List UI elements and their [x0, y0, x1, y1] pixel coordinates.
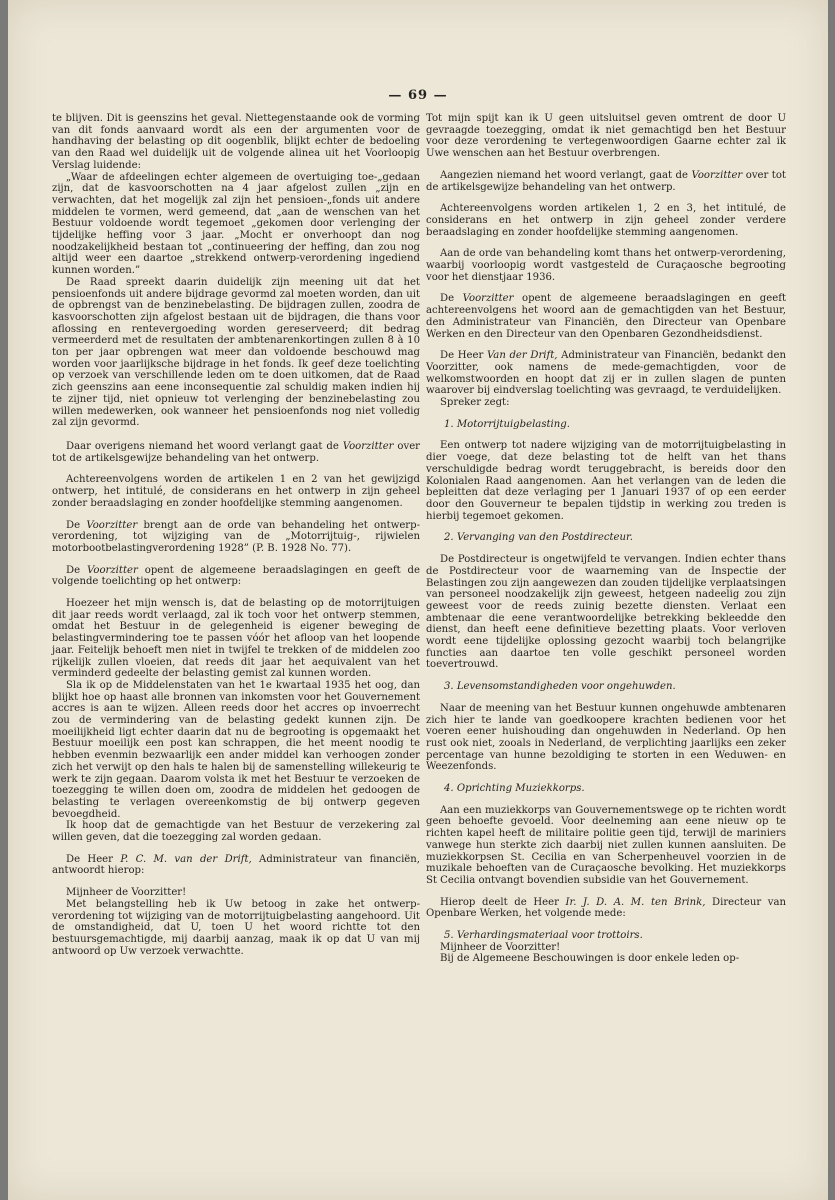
right-section-heading: 3. Levensomstandigheden voor ongehuwden.	[444, 681, 676, 693]
left-paragraph: De Raad spreekt daarin duidelijk zijn meening uit dat het pensioenfonds uit andere bijdrage gevormd zal moeten worden, dan uit de opbrengst van de benzinebelasting. De bijdragen zullen, zoodra de kasvoorschotten zijn afgelost bestaan uit de bijdragen, die thans voor aflossing en rentevergoeding worden gereserveerd; dit bedrag vermeerderd met de resultaten der ambtenarenkortingen zullen 8 à 10 ton per jaar opbrengen wat meer dan voldoende beschouwd mag worden voor jaarlijksche bijdrage in het fonds. Ik geef deze toelichting op verzoek van verschillende leden om te doen uitkomen, dat de Raad zich geenszins aan eene inconsequentie zal schuldig maken indien hij te zijner tijd, niet opnieuw tot verlenging der benzinebelasting zou willen medewerken, ook wanneer het pensioenfonds nog niet volledig zal zijn gevormd.	[52, 276, 420, 429]
right-column	[426, 113, 786, 965]
right-paragraph: Bij de Algemeene Beschouwingen is door enkele leden op-	[440, 953, 740, 965]
left-paragraph: „Waar de afdeelingen echter algemeen de overtuiging toe-„gedaan zijn, dat de kasvoorschotten na 4 jaar afgelost zullen „zijn en verwachten, dat het mogelijk zal zijn het pensioen-„fonds uit andere middelen te vormen, werd gemeend, dat „aan de wenschen van het Bestuur voldoende wordt tegemoet „gekomen door verlenging der tijdelijke heffing voor 3 jaar. „Mocht er onverhoopt dan nog noodzakelijkheid bestaan tot „continueering der heffing, dan zou nog altijd weer een daartoe „strekkend ontwerp-verordening ingediend kunnen worden.”	[52, 171, 420, 277]
right-section-heading: 2. Vervanging van den Postdirecteur.	[444, 532, 633, 544]
left-column	[52, 113, 420, 957]
right-paragraph: Aan de orde van behandeling komt thans het ontwerp-verordening, waarbij voorloopig wordt vastgesteld de Curaçaosche begrooting voor het dienstjaar 1936.	[426, 248, 786, 283]
left-paragraph: Daar overigens niemand het woord verlangt gaat de Voorzitter over tot de artikelsgewijze behandeling van het ontwerp.	[52, 440, 420, 464]
left-paragraph: te blijven. Dit is geenszins het geval. Niettegenstaande ook de vorming van dit fonds aanvaard wordt als een der argumenten voor de handhaving der belasting op dit oogenblik, blijkt echter de bedoeling van den Raad wel duidelijk uit de volgende alinea uit het Voorloopig Verslag luidende:	[52, 113, 420, 171]
right-paragraph: Naar de meening van het Bestuur kunnen ongehuwde ambtenaren zich hier te lande van goedkoopere krachten bedienen voor het voeren eener huishouding dan ongehuwden in Nederland. Op hen rust ook niet, zooals in Nederland, de verplichting jaarlijks een zeker percentage van hunne bezoldiging te storten in een Weduwen- en Weezenfonds.	[426, 702, 786, 773]
right-paragraph: Aan een muziekkorps van Gouvernementswege op te richten wordt geen behoefte gevoeld. Voor deelneming aan eene nieuw op te richten kapel heeft de militaire politie geen tijd, terwijl de mariniers vanwege hun sterkte zich daarbij niet zullen kunnen aansluiten. De muziekkorpsen St. Cecilia en van Scherpenheuvel voorzien in de muzikale behoeften van de Curaçaosche bevolking. Het muziekkorps St Cecilia ontvangt bovendien subsidie van het Gouvernement.	[426, 804, 786, 886]
right-paragraph: Spreker zegt:	[440, 397, 510, 409]
left-paragraph: Mijnheer de Voorzitter!	[66, 887, 187, 899]
left-paragraph: De Voorzitter opent de algemeene beraadslagingen en geeft de volgende toelichting op het ontwerp:	[52, 564, 420, 588]
right-section-heading: 5. Verhardingsmateriaal voor trottoirs.	[444, 930, 643, 942]
left-paragraph: Achtereenvolgens worden de artikelen 1 en 2 van het gewijzigd ontwerp, het intitulé, de considerans en het ontwerp in zijn geheel zonder beraadslaging en zonder hoofdelijke stemming aangenomen.	[52, 474, 420, 509]
right-section-heading: 1. Motorrijtuigbelasting.	[444, 418, 570, 430]
page-number: — 69 —	[388, 88, 448, 103]
right-section-heading: 4. Oprichting Muziekkorps.	[444, 783, 585, 795]
right-paragraph: De Postdirecteur is ongetwijfeld te vervangen. Indien echter thans de Postdirecteur voor de waarneming van de Inspectie der Belastingen zou zijn aangewezen dan zouden tijdelijke verplaatsingen van personeel noodzakelijk zijn geweest, hetgeen nadeelig zou zijn geweest voor de reeds zuinig bezette diensten. Verlaat een ambtenaar die eene verantwoordelijke betrekking bekleedde den dienst, dan heeft eene definitieve bezetting plaats. Voor verloven wordt eene tijdelijke oplossing gezocht waarbij toch belangrijke functies aan daartoe ten volle geschikt personeel worden toevertrouwd.	[426, 554, 786, 671]
left-paragraph: De Heer P. C. M. van der Drift, Administrateur van financiën, antwoordt hierop:	[52, 853, 420, 877]
right-paragraph: Aangezien niemand het woord verlangt, gaat de Voorzitter over tot de artikelsgewijze behandeling van het ontwerp.	[426, 169, 786, 193]
right-paragraph: Achtereenvolgens worden artikelen 1, 2 en 3, het intitulé, de considerans en het ontwerp in zijn geheel zonder verdere beraadslaging en zonder hoofdelijke stemming aangenomen.	[426, 203, 786, 238]
right-paragraph: De Voorzitter opent de algemeene beraadslagingen en geeft achtereenvolgens het woord aan de gemachtigden van het Bestuur, den Administrateur van Financiën, den Directeur van Openbare Werken en den Directeur van den Openbaren Gezondheidsdienst.	[426, 293, 786, 340]
right-paragraph: Tot mijn spijt kan ik U geen uitsluitsel geven omtrent de door U gevraagde toezegging, omdat ik niet gemachtigd ben het Bestuur voor deze verordening te vertegenwoordigen Gaarne echter zal ik Uwe wenschen aan het Bestuur overbrengen.	[426, 113, 786, 160]
left-paragraph: Ik hoop dat de gemachtigde van het Bestuur de verzekering zal willen geven, dat die toezegging zal worden gedaan.	[52, 820, 420, 844]
right-paragraph: Hierop deelt de Heer Ir. J. D. A. M. ten Brink, Directeur van Openbare Werken, het volgende mede:	[426, 896, 786, 920]
right-paragraph: Een ontwerp tot nadere wijziging van de motorrijtuigbelasting in dier voege, dat deze belasting tot de helft van het thans verschuldigde bedrag wordt teruggebracht, is bereids door den Kolonialen Raad aangenomen. Aan het verlangen van de leden die bepleitten dat deze verlaging per 1 Januari 1937 of op een eerder door den Gouverneur te bepalen tijdstip in werking zou treden is hierbij tegemoet gekomen.	[426, 440, 786, 522]
left-paragraph: Met belangstelling heb ik Uw betoog in zake het ontwerp-verordening tot wijziging van de motorrijtuigbelasting aangehoord. Uit de omstandigheid, dat U, toen U het woord richtte tot den bestuursgemachtigde, mij daarbij aanzag, maak ik op dat U van mij antwoord op Uw verzoek verwachtte.	[52, 898, 420, 957]
left-paragraph: Sla ik op de Middelenstaten van het 1e kwartaal 1935 het oog, dan blijkt hoe op haast alle bronnen van inkomsten voor het Gouvernement accres is aan te wijzen. Alleen reeds door het accres op invoerrecht zou de vermindering van de belasting gedekt kunnen zijn. De moeilijkheid ligt echter daarin dat nu de begrooting is opgemaakt het Bestuur moeilijk een post kan schrappen, die het meent noodig te hebben evenmin bezwaarlijk een ander middel kan verhoogen zonder zich het verwijt op den hals te halen bij de samenstelling willekeurig te werk te zijn gegaan. Daarom volsta ik met het Bestuur te verzoeken de toezegging te willen doen om, zoodra de middelen het gedoogen de belasting te verlagen overeenkomstig de bij ontwerp gegeven bevoegdheid.	[52, 679, 420, 820]
left-paragraph: De Voorzitter brengt aan de orde van behandeling het ontwerp-verordening, tot wijziging van de „Motorrijtuig-, rijwielen motorbootbelastingverordening 1928” (P. B. 1928 No. 77).	[52, 519, 420, 554]
left-paragraph: Hoezeer het mijn wensch is, dat de belasting op de motorrijtuigen dit jaar reeds wordt verlaagd, zal ik toch voor het ontwerp stemmen, omdat het Bestuur in de gelegenheid is eigener beweging de belastingvermindering toe te passen vóór het afloop van het loopende jaar. Feitelijk behoeft men niet in twijfel te trekken of de middelen zoo rijkelijk zullen vloeien, dat reeds dit jaar het aequivalent van het verminderd gedeelte der belasting gemist zal kunnen worden.	[52, 598, 420, 680]
right-paragraph: Mijnheer de Voorzitter!	[440, 941, 561, 953]
document-page	[8, 0, 828, 1200]
right-paragraph: De Heer Van der Drift, Administrateur van Financiën, bedankt den Voorzitter, ook namens de mede-gemachtigden, voor de welkomstwoorden en hoopt dat zij er in zullen slagen de punten waarover bij eindverslag toelichting was gevraagd, te verduidelijken.	[426, 350, 786, 397]
